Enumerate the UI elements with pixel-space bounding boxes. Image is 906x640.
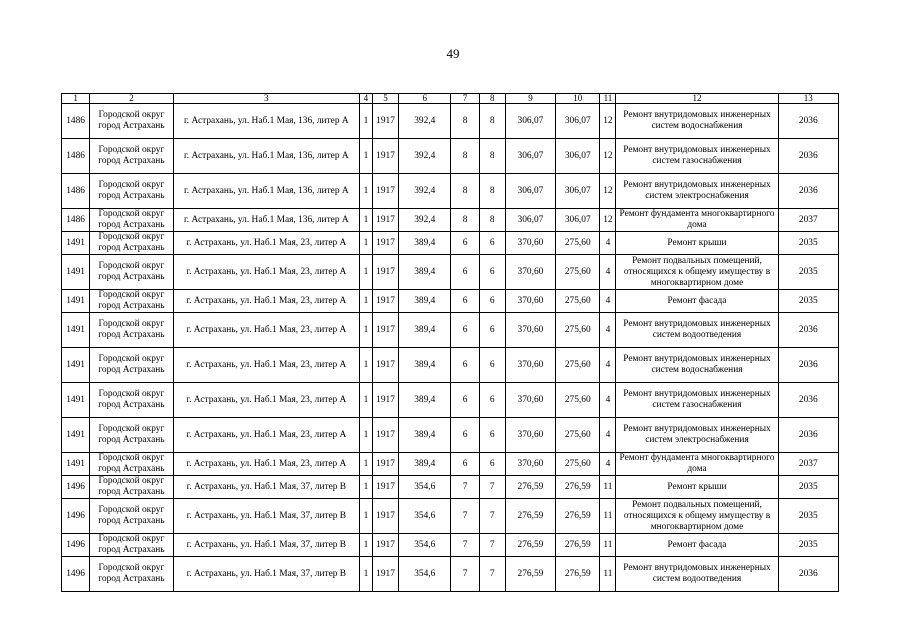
cell-area: 392,4	[399, 139, 451, 174]
cell-work-type: Ремонт подвальных помещений, относящихся к общему имуществу в многоквартирном доме	[616, 255, 778, 290]
cell-col4: 1	[359, 499, 372, 534]
cell-col9: 276,59	[505, 534, 555, 557]
column-header: 3	[173, 94, 359, 104]
cell-municipality: Городской округ город Астрахань	[90, 557, 174, 592]
cell-col8: 7	[479, 476, 505, 499]
table-row	[62, 209, 839, 232]
cell-year: 1917	[372, 290, 398, 313]
cell-col10: 276,59	[556, 499, 600, 534]
column-header: 12	[616, 94, 778, 104]
register-table	[61, 93, 839, 592]
cell-id: 1491	[62, 313, 90, 348]
cell-col8: 7	[479, 499, 505, 534]
cell-col11: 12	[600, 139, 616, 174]
cell-col4: 1	[359, 209, 372, 232]
cell-col9: 276,59	[505, 499, 555, 534]
cell-col4: 1	[359, 104, 372, 139]
cell-id: 1486	[62, 174, 90, 209]
column-header: 8	[479, 94, 505, 104]
cell-col7: 8	[451, 139, 479, 174]
cell-year: 1917	[372, 499, 398, 534]
cell-plan-year: 2036	[778, 383, 839, 418]
table-row	[62, 499, 839, 534]
cell-col10: 276,59	[556, 557, 600, 592]
table-row	[62, 453, 839, 476]
cell-col7: 6	[451, 453, 479, 476]
cell-work-type: Ремонт крыши	[616, 476, 778, 499]
cell-plan-year: 2036	[778, 313, 839, 348]
cell-area: 389,4	[399, 290, 451, 313]
cell-col8: 7	[479, 534, 505, 557]
cell-col4: 1	[359, 313, 372, 348]
cell-col11: 11	[600, 476, 616, 499]
cell-col7: 7	[451, 499, 479, 534]
cell-col11: 4	[600, 348, 616, 383]
cell-id: 1491	[62, 290, 90, 313]
cell-year: 1917	[372, 476, 398, 499]
cell-col8: 6	[479, 383, 505, 418]
cell-col9: 370,60	[505, 290, 555, 313]
cell-area: 392,4	[399, 174, 451, 209]
column-header: 9	[505, 94, 555, 104]
cell-col11: 12	[600, 174, 616, 209]
cell-municipality: Городской округ город Астрахань	[90, 499, 174, 534]
cell-plan-year: 2036	[778, 139, 839, 174]
column-header: 10	[556, 94, 600, 104]
cell-area: 354,6	[399, 557, 451, 592]
cell-address: г. Астрахань, ул. Наб.1 Мая, 37, литер В	[173, 534, 359, 557]
cell-plan-year: 2035	[778, 255, 839, 290]
cell-year: 1917	[372, 139, 398, 174]
cell-address: г. Астрахань, ул. Наб.1 Мая, 37, литер В	[173, 476, 359, 499]
cell-col10: 306,07	[556, 139, 600, 174]
cell-municipality: Городской округ город Астрахань	[90, 476, 174, 499]
cell-col11: 11	[600, 557, 616, 592]
cell-col11: 4	[600, 232, 616, 255]
table-row	[62, 557, 839, 592]
cell-municipality: Городской округ город Астрахань	[90, 139, 174, 174]
cell-col8: 6	[479, 313, 505, 348]
cell-municipality: Городской округ город Астрахань	[90, 209, 174, 232]
cell-col9: 370,60	[505, 453, 555, 476]
cell-id: 1491	[62, 255, 90, 290]
table-row	[62, 255, 839, 290]
cell-col10: 275,60	[556, 348, 600, 383]
cell-address: г. Астрахань, ул. Наб.1 Мая, 23, литер А	[173, 313, 359, 348]
cell-work-type: Ремонт фасада	[616, 290, 778, 313]
column-header: 13	[778, 94, 839, 104]
cell-year: 1917	[372, 534, 398, 557]
cell-year: 1917	[372, 383, 398, 418]
cell-id: 1486	[62, 139, 90, 174]
cell-work-type: Ремонт внутридомовых инженерных систем водоснабжения	[616, 348, 778, 383]
cell-col4: 1	[359, 476, 372, 499]
cell-id: 1486	[62, 104, 90, 139]
cell-col11: 4	[600, 383, 616, 418]
cell-col10: 275,60	[556, 232, 600, 255]
cell-year: 1917	[372, 209, 398, 232]
cell-municipality: Городской округ город Астрахань	[90, 453, 174, 476]
cell-address: г. Астрахань, ул. Наб.1 Мая, 23, литер А	[173, 383, 359, 418]
cell-col4: 1	[359, 348, 372, 383]
table-row	[62, 174, 839, 209]
cell-col9: 370,60	[505, 255, 555, 290]
cell-col4: 1	[359, 534, 372, 557]
cell-work-type: Ремонт фасада	[616, 534, 778, 557]
cell-col10: 306,07	[556, 209, 600, 232]
cell-col10: 275,60	[556, 383, 600, 418]
cell-plan-year: 2036	[778, 348, 839, 383]
cell-year: 1917	[372, 418, 398, 453]
cell-year: 1917	[372, 557, 398, 592]
cell-plan-year: 2035	[778, 290, 839, 313]
cell-col7: 7	[451, 534, 479, 557]
cell-col9: 370,60	[505, 383, 555, 418]
cell-col9: 306,07	[505, 174, 555, 209]
cell-area: 392,4	[399, 209, 451, 232]
cell-year: 1917	[372, 255, 398, 290]
cell-col10: 275,60	[556, 418, 600, 453]
cell-col8: 6	[479, 290, 505, 313]
cell-address: г. Астрахань, ул. Наб.1 Мая, 136, литер А	[173, 139, 359, 174]
cell-work-type: Ремонт внутридомовых инженерных систем электроснабжения	[616, 418, 778, 453]
cell-col11: 11	[600, 534, 616, 557]
cell-col7: 6	[451, 255, 479, 290]
table-row	[62, 348, 839, 383]
cell-municipality: Городской округ город Астрахань	[90, 383, 174, 418]
cell-address: г. Астрахань, ул. Наб.1 Мая, 136, литер А	[173, 104, 359, 139]
table-row	[62, 139, 839, 174]
cell-area: 389,4	[399, 348, 451, 383]
cell-area: 354,6	[399, 534, 451, 557]
cell-col7: 7	[451, 557, 479, 592]
table-row	[62, 418, 839, 453]
cell-plan-year: 2035	[778, 476, 839, 499]
cell-address: г. Астрахань, ул. Наб.1 Мая, 136, литер А	[173, 174, 359, 209]
cell-year: 1917	[372, 348, 398, 383]
cell-col8: 7	[479, 557, 505, 592]
cell-col9: 276,59	[505, 557, 555, 592]
cell-address: г. Астрахань, ул. Наб.1 Мая, 37, литер В	[173, 557, 359, 592]
cell-col4: 1	[359, 139, 372, 174]
cell-municipality: Городской округ город Астрахань	[90, 418, 174, 453]
cell-col10: 306,07	[556, 104, 600, 139]
cell-plan-year: 2036	[778, 557, 839, 592]
cell-year: 1917	[372, 232, 398, 255]
table-row	[62, 476, 839, 499]
cell-col7: 8	[451, 174, 479, 209]
cell-area: 389,4	[399, 232, 451, 255]
cell-area: 389,4	[399, 418, 451, 453]
cell-col10: 275,60	[556, 290, 600, 313]
cell-plan-year: 2036	[778, 174, 839, 209]
cell-work-type: Ремонт фундамента многоквартирного дома	[616, 209, 778, 232]
cell-address: г. Астрахань, ул. Наб.1 Мая, 23, литер А	[173, 255, 359, 290]
cell-col9: 276,59	[505, 476, 555, 499]
cell-municipality: Городской округ город Астрахань	[90, 174, 174, 209]
cell-municipality: Городской округ город Астрахань	[90, 255, 174, 290]
cell-col8: 6	[479, 418, 505, 453]
column-header: 4	[359, 94, 372, 104]
cell-col10: 275,60	[556, 255, 600, 290]
cell-col4: 1	[359, 232, 372, 255]
cell-plan-year: 2036	[778, 418, 839, 453]
cell-col7: 6	[451, 383, 479, 418]
cell-area: 389,4	[399, 383, 451, 418]
cell-address: г. Астрахань, ул. Наб.1 Мая, 37, литер В	[173, 499, 359, 534]
cell-plan-year: 2036	[778, 104, 839, 139]
cell-area: 354,6	[399, 499, 451, 534]
cell-col10: 275,60	[556, 313, 600, 348]
cell-area: 354,6	[399, 476, 451, 499]
cell-year: 1917	[372, 104, 398, 139]
cell-col4: 1	[359, 290, 372, 313]
cell-address: г. Астрахань, ул. Наб.1 Мая, 23, литер А	[173, 418, 359, 453]
cell-col9: 306,07	[505, 139, 555, 174]
table-row	[62, 383, 839, 418]
cell-work-type: Ремонт крыши	[616, 232, 778, 255]
cell-municipality: Городской округ город Астрахань	[90, 290, 174, 313]
cell-col11: 4	[600, 453, 616, 476]
cell-col8: 8	[479, 209, 505, 232]
cell-address: г. Астрахань, ул. Наб.1 Мая, 23, литер А	[173, 453, 359, 476]
cell-municipality: Городской округ город Астрахань	[90, 232, 174, 255]
cell-year: 1917	[372, 174, 398, 209]
cell-col11: 4	[600, 255, 616, 290]
cell-id: 1496	[62, 476, 90, 499]
cell-col10: 276,59	[556, 476, 600, 499]
cell-area: 389,4	[399, 313, 451, 348]
cell-col7: 8	[451, 104, 479, 139]
cell-col9: 306,07	[505, 104, 555, 139]
cell-col4: 1	[359, 557, 372, 592]
cell-id: 1496	[62, 534, 90, 557]
column-header: 5	[372, 94, 398, 104]
header-row	[62, 94, 839, 104]
cell-col7: 6	[451, 418, 479, 453]
cell-area: 389,4	[399, 453, 451, 476]
column-header: 11	[600, 94, 616, 104]
cell-id: 1496	[62, 557, 90, 592]
cell-plan-year: 2035	[778, 232, 839, 255]
cell-col9: 370,60	[505, 348, 555, 383]
cell-work-type: Ремонт внутридомовых инженерных систем водоотведения	[616, 557, 778, 592]
cell-area: 392,4	[399, 104, 451, 139]
table-row	[62, 104, 839, 139]
cell-col7: 8	[451, 209, 479, 232]
cell-municipality: Городской округ город Астрахань	[90, 348, 174, 383]
table-body	[62, 104, 839, 592]
cell-col9: 370,60	[505, 313, 555, 348]
cell-municipality: Городской округ город Астрахань	[90, 534, 174, 557]
cell-address: г. Астрахань, ул. Наб.1 Мая, 136, литер А	[173, 209, 359, 232]
cell-id: 1491	[62, 383, 90, 418]
cell-id: 1491	[62, 348, 90, 383]
cell-col11: 4	[600, 290, 616, 313]
cell-id: 1486	[62, 209, 90, 232]
column-header: 2	[90, 94, 174, 104]
cell-municipality: Городской округ город Астрахань	[90, 313, 174, 348]
cell-col4: 1	[359, 174, 372, 209]
cell-work-type: Ремонт фундамента многоквартирного дома	[616, 453, 778, 476]
cell-col8: 8	[479, 104, 505, 139]
cell-work-type: Ремонт внутридомовых инженерных систем газоснабжения	[616, 383, 778, 418]
cell-work-type: Ремонт подвальных помещений, относящихся к общему имуществу в многоквартирном доме	[616, 499, 778, 534]
cell-work-type: Ремонт внутридомовых инженерных систем водоотведения	[616, 313, 778, 348]
cell-col7: 7	[451, 476, 479, 499]
cell-col11: 12	[600, 209, 616, 232]
cell-col4: 1	[359, 383, 372, 418]
cell-work-type: Ремонт внутридомовых инженерных систем водоснабжения	[616, 104, 778, 139]
cell-plan-year: 2037	[778, 453, 839, 476]
cell-plan-year: 2037	[778, 209, 839, 232]
cell-id: 1491	[62, 232, 90, 255]
cell-col9: 306,07	[505, 209, 555, 232]
cell-col10: 306,07	[556, 174, 600, 209]
cell-col9: 370,60	[505, 418, 555, 453]
cell-col4: 1	[359, 418, 372, 453]
cell-id: 1491	[62, 418, 90, 453]
cell-work-type: Ремонт внутридомовых инженерных систем газоснабжения	[616, 139, 778, 174]
cell-plan-year: 2035	[778, 534, 839, 557]
cell-year: 1917	[372, 313, 398, 348]
cell-address: г. Астрахань, ул. Наб.1 Мая, 23, литер А	[173, 232, 359, 255]
table-row	[62, 534, 839, 557]
cell-col7: 6	[451, 290, 479, 313]
cell-year: 1917	[372, 453, 398, 476]
table-row	[62, 313, 839, 348]
column-header: 6	[399, 94, 451, 104]
cell-col11: 11	[600, 499, 616, 534]
cell-col11: 4	[600, 313, 616, 348]
cell-col9: 370,60	[505, 232, 555, 255]
cell-col11: 4	[600, 418, 616, 453]
cell-col10: 276,59	[556, 534, 600, 557]
cell-col8: 8	[479, 139, 505, 174]
cell-area: 389,4	[399, 255, 451, 290]
cell-municipality: Городской округ город Астрахань	[90, 104, 174, 139]
cell-address: г. Астрахань, ул. Наб.1 Мая, 23, литер А	[173, 290, 359, 313]
cell-col4: 1	[359, 453, 372, 476]
cell-id: 1491	[62, 453, 90, 476]
cell-col8: 6	[479, 255, 505, 290]
cell-id: 1496	[62, 499, 90, 534]
page-number: 49	[446, 46, 460, 61]
cell-col10: 275,60	[556, 453, 600, 476]
cell-plan-year: 2035	[778, 499, 839, 534]
cell-col7: 6	[451, 232, 479, 255]
cell-work-type: Ремонт внутридомовых инженерных систем электроснабжения	[616, 174, 778, 209]
cell-col11: 12	[600, 104, 616, 139]
cell-col7: 6	[451, 313, 479, 348]
table-row	[62, 232, 839, 255]
cell-col8: 6	[479, 232, 505, 255]
cell-col8: 8	[479, 174, 505, 209]
table-row	[62, 290, 839, 313]
column-header: 1	[62, 94, 90, 104]
cell-col7: 6	[451, 348, 479, 383]
cell-col4: 1	[359, 255, 372, 290]
cell-col8: 6	[479, 453, 505, 476]
cell-col8: 6	[479, 348, 505, 383]
column-header: 7	[451, 94, 479, 104]
cell-address: г. Астрахань, ул. Наб.1 Мая, 23, литер А	[173, 348, 359, 383]
